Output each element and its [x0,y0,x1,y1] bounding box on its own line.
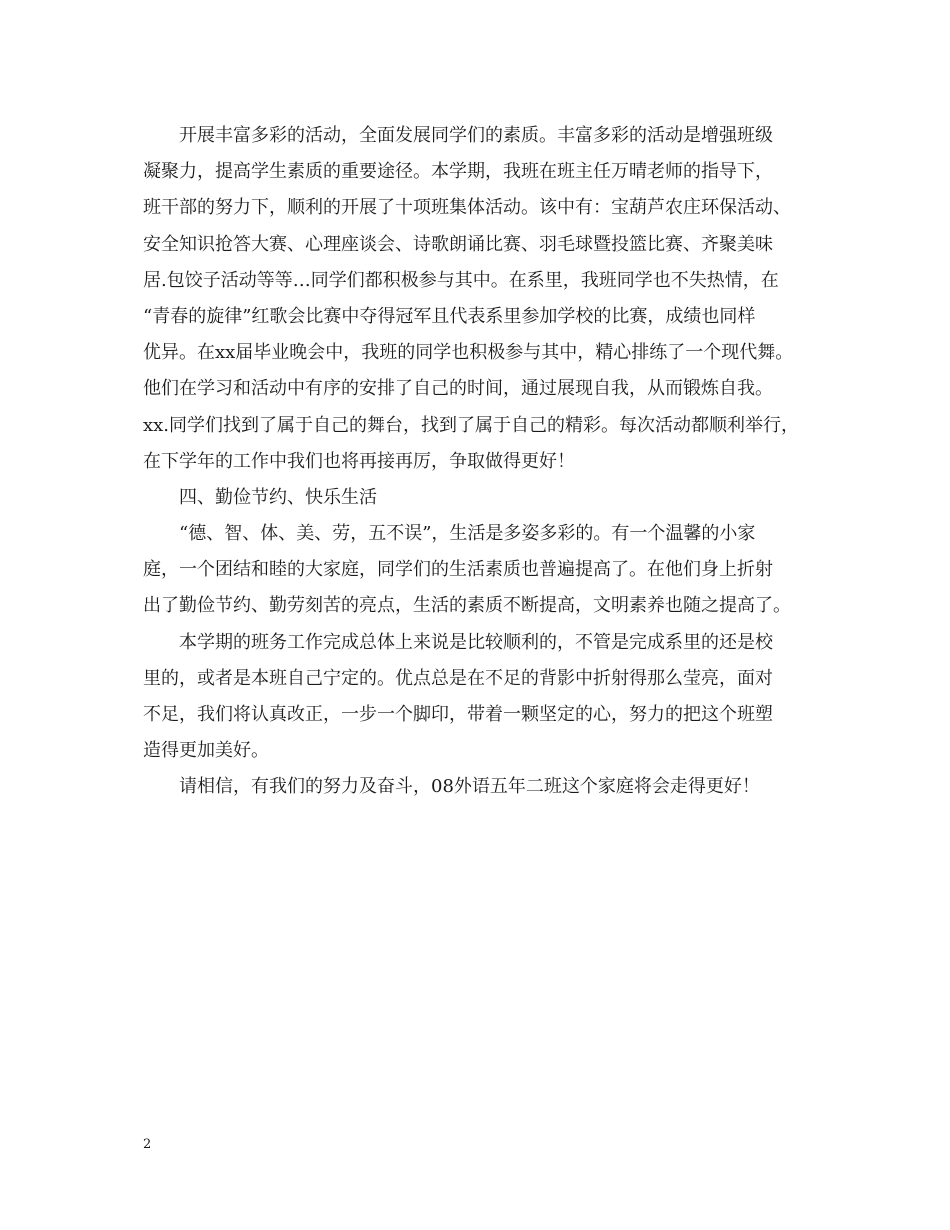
paragraph-line: 他们在学习和活动中有序的安排了自己的时间，通过展现自我，从而锻炼自我。 [143,378,773,400]
section-heading: 四、勤俭节约、快乐生活 [179,486,377,508]
paragraph-line: 出了勤俭节约、勤劳刻苦的亮点，生活的素质不断提高，文明素养也随之提高了。 [143,595,791,617]
page-number: 2 [143,1137,152,1152]
paragraph-line: 请相信，有我们的努力及奋斗，08外语五年二班这个家庭将会走得更好！ [179,776,760,798]
paragraph-line: 本学期的班务工作完成总体上来说是比较顺利的，不管是完成系里的还是校 [179,631,773,653]
paragraph-line: 庭，一个团结和睦的大家庭，同学们的生活素质也普遍提高了。在他们身上折射 [143,559,773,581]
paragraph-line: 安全知识抢答大赛、心理座谈会、诗歌朗诵比赛、羽毛球暨投篮比赛、齐聚美味 [143,233,773,255]
paragraph-line: xx.同学们找到了属于自己的舞台，找到了属于自己的精彩。每次活动都顺利举行， [143,414,800,436]
paragraph-line: 开展丰富多彩的活动，全面发展同学们的素质。丰富多彩的活动是增强班级 [179,125,773,146]
document-body [143,118,843,806]
paragraph-line: 不足，我们将认真改正，一步一个脚印，带着一颗坚定的心，努力的把这个班塑 [143,704,773,725]
paragraph-line: 居.包饺子活动等等…同学们都积极参与其中。在系里，我班同学也不失热情，在 [143,269,779,291]
paragraph-line: “德、智、体、美、劳，五不误”，生活是多姿多彩的。有一个温馨的小家 [179,523,756,545]
paragraph-line: 里的，或者是本班自己宁定的。优点总是在不足的背影中折射得那么莹亮，面对 [143,667,773,689]
paragraph-line: 在下学年的工作中我们也将再接再厉，争取做得更好！ [143,450,575,472]
paragraph-line: 造得更加美好。 [143,740,269,762]
paragraph-line: 优异。在xx届毕业晚会中，我班的同学也积极参与其中，精心排练了一个现代舞。 [143,342,794,364]
paragraph-line: 班干部的努力下，顺利的开展了十项班集体活动。该中有：宝葫芦农庄环保活动、 [143,197,791,219]
paragraph-line: “青春的旋律”红歌会比赛中夺得冠军且代表系里参加学校的比赛，成绩也同样 [143,305,756,327]
paragraph-line: 凝聚力，提高学生素质的重要途径。本学期，我班在班主任万晴老师的指导下， [143,161,773,183]
